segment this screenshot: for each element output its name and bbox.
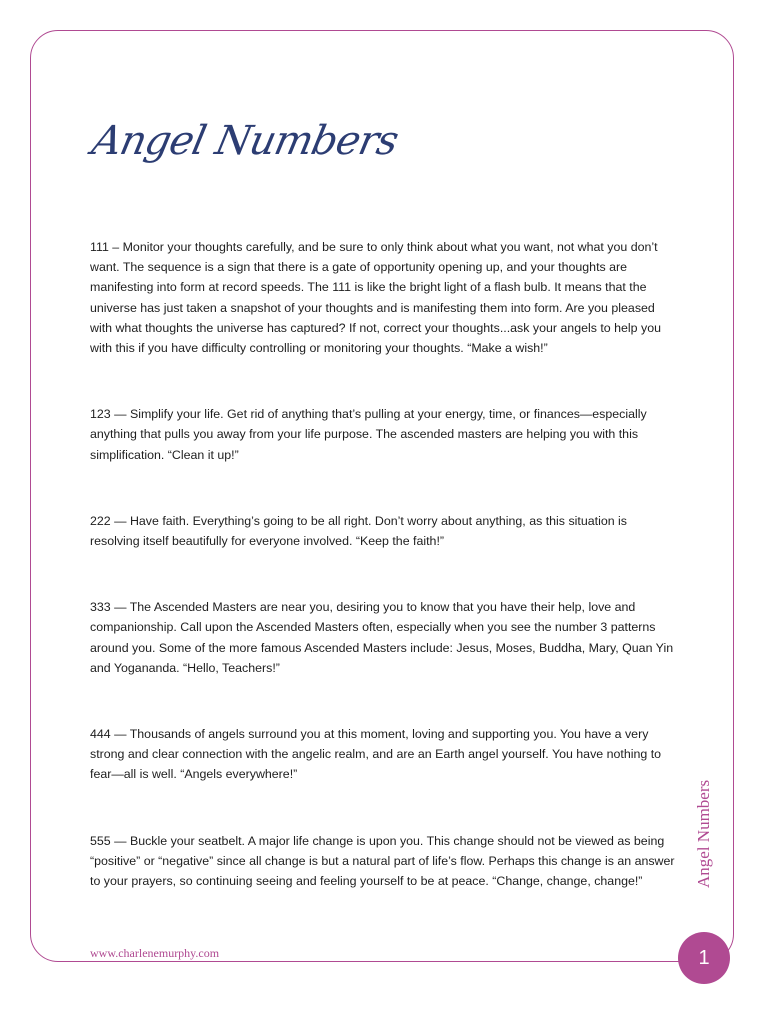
entry-222: 222 — Have faith. Everything’s going to be all right. Don’t worry about anything, as this situation is resolving itself beautifully for everyone involved. “Keep the faith!”: [90, 513, 627, 549]
entry-444: 444 — Thousands of angels surround you at this moment, loving and supporting you. You have a very strong and clear connection with the angelic realm, and are an Earth angel yourself. You have nothing to fear—all is well. “Angels everywhere!”: [90, 727, 662, 782]
content-body: [90, 237, 678, 937]
page-title: Angel Numbers: [88, 118, 402, 164]
page-number-badge: 1: [678, 932, 730, 984]
footer-website-link[interactable]: www.charlenemurphy.com: [90, 946, 220, 960]
entry-123: 123 — Simplify your life. Get rid of anything that’s pulling at your energy, time, or finances—especially anything that pulls you away from your life purpose. The ascended masters are helping you with this simplification. “Clean it up!”: [90, 407, 647, 462]
entry-555: 555 — Buckle your seatbelt. A major life change is upon you. This change should not be viewed as being “positive” or “negative” since all change is but a natural part of life’s flow. Perhaps this change is an answer to your prayers, so continuing seeing and feeling yourself to be at peace. “Change, change, change!”: [90, 833, 675, 889]
entry-111: 111 – Monitor your thoughts carefully, and be sure to only think about what you want, not what you don’t want. The sequence is a sign that there is a gate of opportunity opening up, and your thoughts are manifesting into form at record speeds. The 111 is like the bright light of a flash bulb. It means that the universe has just taken a snapshot of your thoughts and is manifesting them into form. Are you pleased with what thoughts the universe has captured? If not, correct your thoughts...ask your angels to help you with this if you have difficulty controlling or monitoring your thoughts. “Make a wish!”: [90, 240, 661, 356]
entry-333: 333 — The Ascended Masters are near you, desiring you to know that you have their help, love and companionship. Call upon the Ascended Masters often, especially when you see the number 3 patterns around you. Some of the more famous Ascended Masters include: Jesus, Moses, Buddha, Mary, Quan Yin and Yogananda. “Hello, Teachers!”: [90, 600, 674, 675]
side-section-label: Angel Numbers: [694, 779, 713, 888]
